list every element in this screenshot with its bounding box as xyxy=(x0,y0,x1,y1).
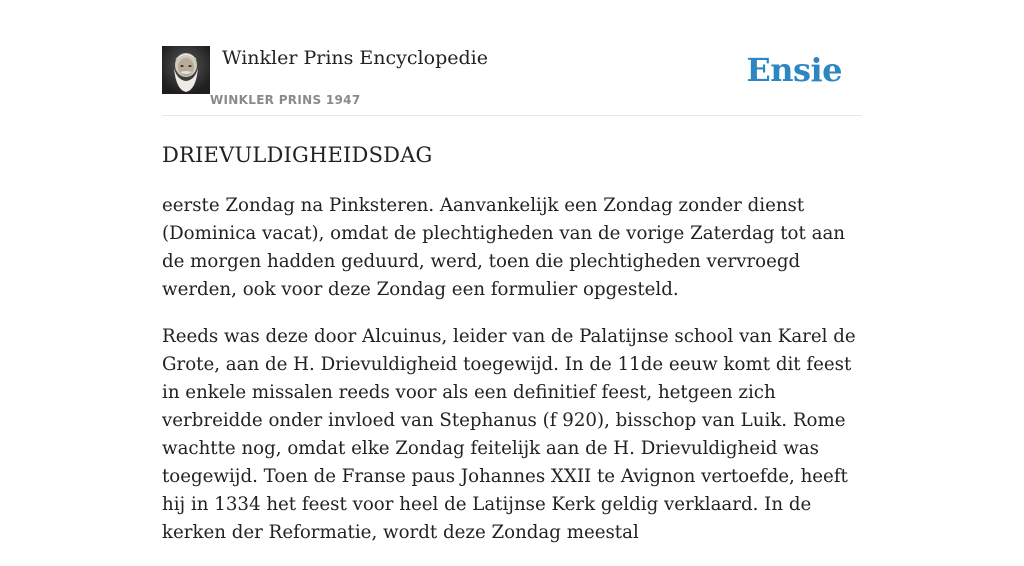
ensie-logo[interactable]: Ensie xyxy=(746,51,842,89)
article-title: DRIEVULDIGHEIDSDAG xyxy=(162,143,433,167)
article-paragraph: eerste Zondag na Pinksteren. Aanvankelijk een Zondag zonder dienst (Dominica vacat), omdat de plechtigheden van de vorige Zaterdag tot aan de morgen hadden geduurd, werd, toen die plechtigheden vervroegd werden, ook voor deze Zondag een formulier opgesteld. xyxy=(162,195,845,300)
header xyxy=(162,46,862,116)
portrait-image xyxy=(162,46,210,94)
article xyxy=(162,140,862,566)
site-title[interactable]: Winkler Prins Encyclopedie xyxy=(222,47,488,69)
article-paragraph: Reeds was deze door Alcuinus, leider van de Palatijnse school van Karel de Grote, aan de H. Drievuldigheid toegewijd. In de 11de eeuw komt dit feest in enkele missalen reeds voor als een definitief feest, hetgeen zich verbreidde onder invloed van Stephanus (f 920), bisschop van Luik. Rome wachtte nog, omdat elke Zondag feitelijk aan de H. Drievuldigheid was toegewijd. Toen de Franse paus Johannes XXII te Avignon vertoefde, heeft hij in 1334 het feest voor heel de Latijnse Kerk geldig verklaard. In de kerken der Reformatie, wordt deze Zondag meestal xyxy=(162,326,856,543)
header-divider xyxy=(162,115,862,116)
edition-label[interactable]: WINKLER PRINS 1947 xyxy=(210,93,361,107)
author-avatar[interactable] xyxy=(162,46,210,94)
